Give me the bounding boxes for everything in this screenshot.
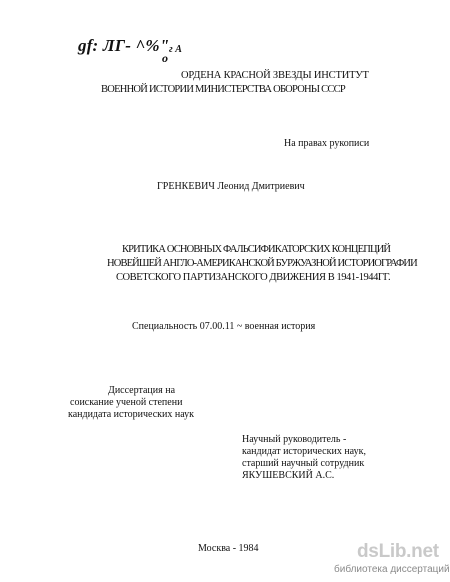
watermark-logo: dsLib.net — [357, 541, 439, 562]
supervisor-line-1: Научный руководитель - — [242, 434, 347, 445]
institute-line-1: ОРДЕНА КРАСНОЙ ЗВЕЗДЫ ИНСТИТУТ — [181, 70, 369, 81]
specialty-line: Специальность 07.00.11 ~ военная история — [132, 321, 316, 332]
dissertation-line-2: соискание ученой степени — [70, 397, 183, 408]
supervisor-line-3: старший научный сотрудник — [242, 458, 365, 469]
watermark[interactable] — [334, 541, 450, 579]
supervisor-line-2: кандидат исторических наук, — [242, 446, 366, 457]
author-name: ГРЕНКЕВИЧ Леонид Дмитриевич — [157, 181, 305, 192]
handwritten-stamp-tail: г А — [169, 44, 182, 55]
place-and-year: Москва - 1984 — [198, 543, 259, 554]
thesis-title-line-1: КРИТИКА ОСНОВНЫХ ФАЛЬСИФИКАТОРСКИХ КОНЦЕПЦИЙ — [122, 244, 391, 255]
institute-line-2: ВОЕННОЙ ИСТОРИИ МИНИСТЕРСТВА ОБОРОНЫ СССР — [101, 84, 346, 95]
supervisor-name: ЯКУШЕВСКИЙ А.С. — [242, 470, 335, 481]
watermark-subtitle: библиотека диссертаций — [334, 564, 450, 575]
rights-note: На правах рукописи — [284, 138, 370, 149]
dissertation-line-1: Диссертация на — [108, 385, 176, 396]
dissertation-line-3: кандидата исторических наук — [68, 409, 195, 420]
thesis-title-line-2: НОВЕЙШЕЙ АНГЛО-АМЕРИКАНСКОЙ БУРЖУАЗНОЙ ИСТОРИОГРАФИИ — [107, 258, 417, 269]
handwritten-stamp: gf: ЛГ- ^%" — [78, 36, 170, 55]
thesis-title-line-3: СОВЕТСКОГО ПАРТИЗАНСКОГО ДВИЖЕНИЯ В 1941-1944ГГ. — [116, 272, 391, 283]
handwritten-stamp-mark: о — [162, 51, 168, 65]
